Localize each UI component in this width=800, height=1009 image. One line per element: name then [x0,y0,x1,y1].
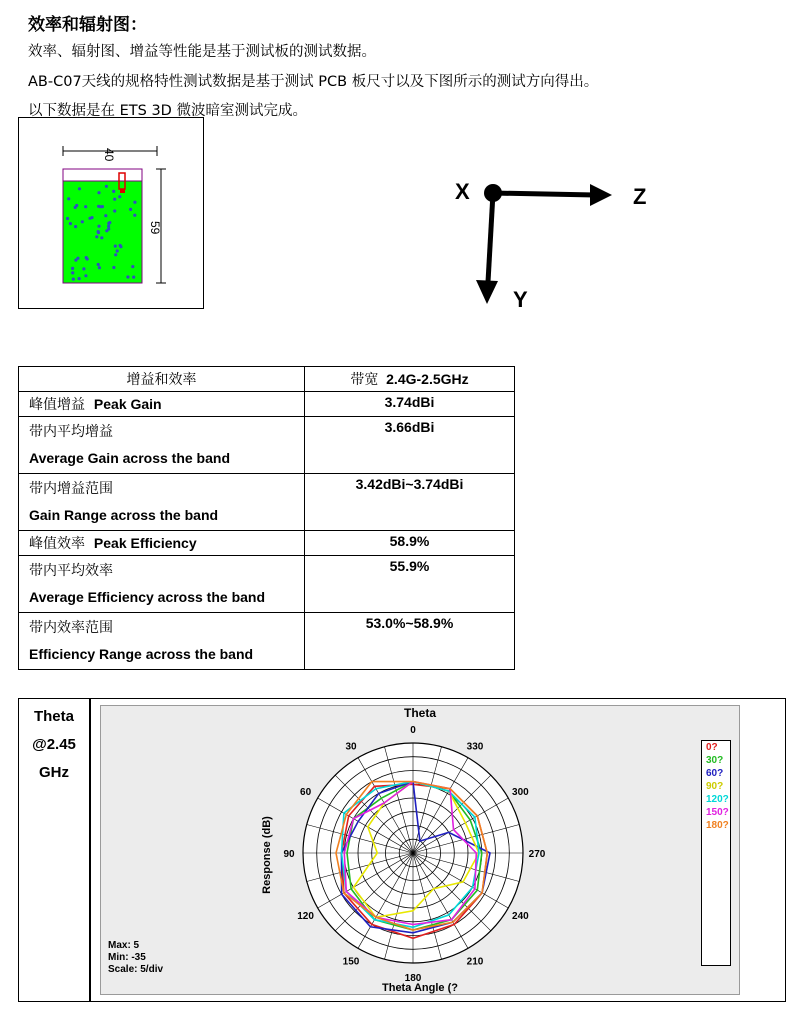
polar-angle-label: 180 [404,973,422,984]
via-hole [107,227,110,230]
via-hole [69,222,72,225]
legend-entry: 60? [706,768,724,779]
row-label [19,417,305,474]
table-row [19,392,515,417]
row-value: 3.74dBi [305,392,515,417]
via-hole [67,197,70,200]
via-hole [71,271,74,274]
via-hole [126,275,129,278]
row-label-cn: 带内平均效率 [29,563,113,579]
row-label [19,392,305,417]
row-label-en: Average Efficiency across the band [29,589,266,605]
polar-angle-label: 270 [528,849,546,860]
via-hole [108,221,111,224]
antenna-clearance [63,169,142,181]
polar-chart [100,705,740,995]
via-hole [95,235,98,238]
radiation-label-line-3: GHz [39,764,69,781]
via-hole [113,198,116,201]
via-hole [78,277,81,280]
radiation-label-line-2: @2.45 [32,736,76,753]
via-hole [114,253,117,256]
row-label-cn: 带内增益范围 [29,481,113,497]
y-axis-label: Response (dB) [261,816,273,894]
via-hole [78,187,81,190]
x-axis-label: Theta Angle (? [382,982,458,994]
row-label [19,556,305,613]
legend-entry: 30? [706,755,724,766]
via-hole [97,230,100,233]
intro-line-1: 效率、辐射图、增益等性能是基于测试板的测试数据。 [28,44,376,60]
header-bandwidth [305,367,515,392]
via-hole [66,217,69,220]
table-row [19,613,515,670]
via-hole [112,266,115,269]
intro-line-2: AB-C07天线的规格特性测试数据是基于测试 PCB 板尺寸以及下图所示的测试方向得出。 [28,74,599,90]
polar-angle-label: 300 [512,787,529,798]
via-hole [97,225,100,228]
stat-max: Max: 5 [108,940,140,951]
via-hole [74,225,77,228]
legend-entry: 180? [706,820,729,831]
row-label [19,474,305,531]
via-hole [105,185,108,188]
y-axis-label: Y [513,287,528,310]
via-hole [133,201,136,204]
via-hole [119,244,122,247]
via-hole [112,190,115,193]
polar-angle-label: 150 [342,956,360,968]
via-hole [116,249,119,252]
via-hole [98,266,101,269]
via-hole [131,265,134,268]
stat-min: Min: -35 [108,952,146,963]
via-hole [100,236,103,239]
table-row [19,474,515,531]
height-label: 59 [148,221,162,235]
axis-svg [440,170,660,310]
axis-diagram [440,170,660,310]
via-hole [133,214,136,217]
table-header-row [19,367,515,392]
via-hole [74,259,77,262]
via-hole [114,245,117,248]
legend-entry: 150? [706,807,729,818]
header-gain-efficiency: 增益和效率 [19,367,305,392]
header-bandwidth-cn: 带宽 [350,371,379,387]
via-hole [118,195,121,198]
row-label-en: Average Gain across the band [29,450,230,466]
width-label: 40 [102,148,116,162]
pcb-svg [19,118,203,308]
z-axis-arrowhead [590,184,612,206]
chart-title: Theta [403,706,436,720]
intro-line-3: 以下数据是在 ETS 3D 微波暗室测试完成。 [28,103,307,119]
polar-angle-label: 60 [300,787,312,798]
radiation-label-line-1: Theta [33,708,74,725]
row-label-en: Peak Efficiency [93,535,197,551]
polar-angle-label: 120 [297,911,314,922]
y-axis-line [488,193,493,282]
row-label [19,531,305,556]
via-hole [85,256,88,259]
row-label-cn: 带内效率范围 [29,620,113,636]
row-value: 53.0%~58.9% [305,613,515,670]
y-axis-arrowhead [476,280,498,304]
legend-entry: 90? [706,781,724,792]
via-hole [97,191,100,194]
radiation-label [19,699,91,1001]
via-hole [97,263,100,266]
polar-angle-label: 30 [345,741,357,753]
polar-angle-label: 0 [410,725,416,736]
table-row [19,531,515,556]
z-axis-label: Z [633,184,647,209]
row-label-cn: 峰值增益 [29,397,85,413]
row-value: 3.42dBi~3.74dBi [305,474,515,531]
polar-angle-label: 210 [466,956,484,968]
z-axis-line [493,193,595,195]
row-label-en: Efficiency Range across the band [29,646,254,662]
via-hole [132,276,135,279]
header-bandwidth-range: 2.4G-2.5GHz [386,371,469,387]
chart-legend [701,740,731,966]
row-label-en: Peak Gain [93,396,162,412]
table-row [19,417,515,474]
pcb-drawing [18,117,204,309]
legend-entry: 0? [706,742,718,753]
via-hole [82,267,85,270]
via-hole [84,205,87,208]
row-value: 58.9% [305,531,515,556]
page-heading: 效率和辐射图： [28,15,147,35]
row-label-en: Gain Range across the band [29,507,219,523]
via-hole [113,209,116,212]
x-axis-label: X [455,179,470,204]
row-value: 55.9% [305,556,515,613]
table-row [19,556,515,613]
via-hole [99,205,102,208]
row-label-cn: 峰值效率 [29,536,85,552]
polar-angle-label: 330 [466,741,484,753]
via-hole [129,208,132,211]
via-hole [71,267,74,270]
legend-entry: 120? [706,794,729,805]
row-label [19,613,305,670]
pcb-board [63,181,142,283]
chart-stats [108,940,163,976]
stat-scale: Scale: 5/div [108,964,164,975]
feed-point [120,189,125,193]
polar-angle-label: 240 [512,911,529,922]
row-label-cn: 带内平均增益 [29,424,113,440]
via-hole [81,220,84,223]
gain-efficiency-table [18,366,515,670]
via-hole [75,204,78,207]
polar-angle-label: 90 [283,849,295,860]
via-hole [84,274,87,277]
via-hole [72,278,75,281]
via-hole [104,214,107,217]
row-value: 3.66dBi [305,417,515,474]
via-hole [88,217,91,220]
